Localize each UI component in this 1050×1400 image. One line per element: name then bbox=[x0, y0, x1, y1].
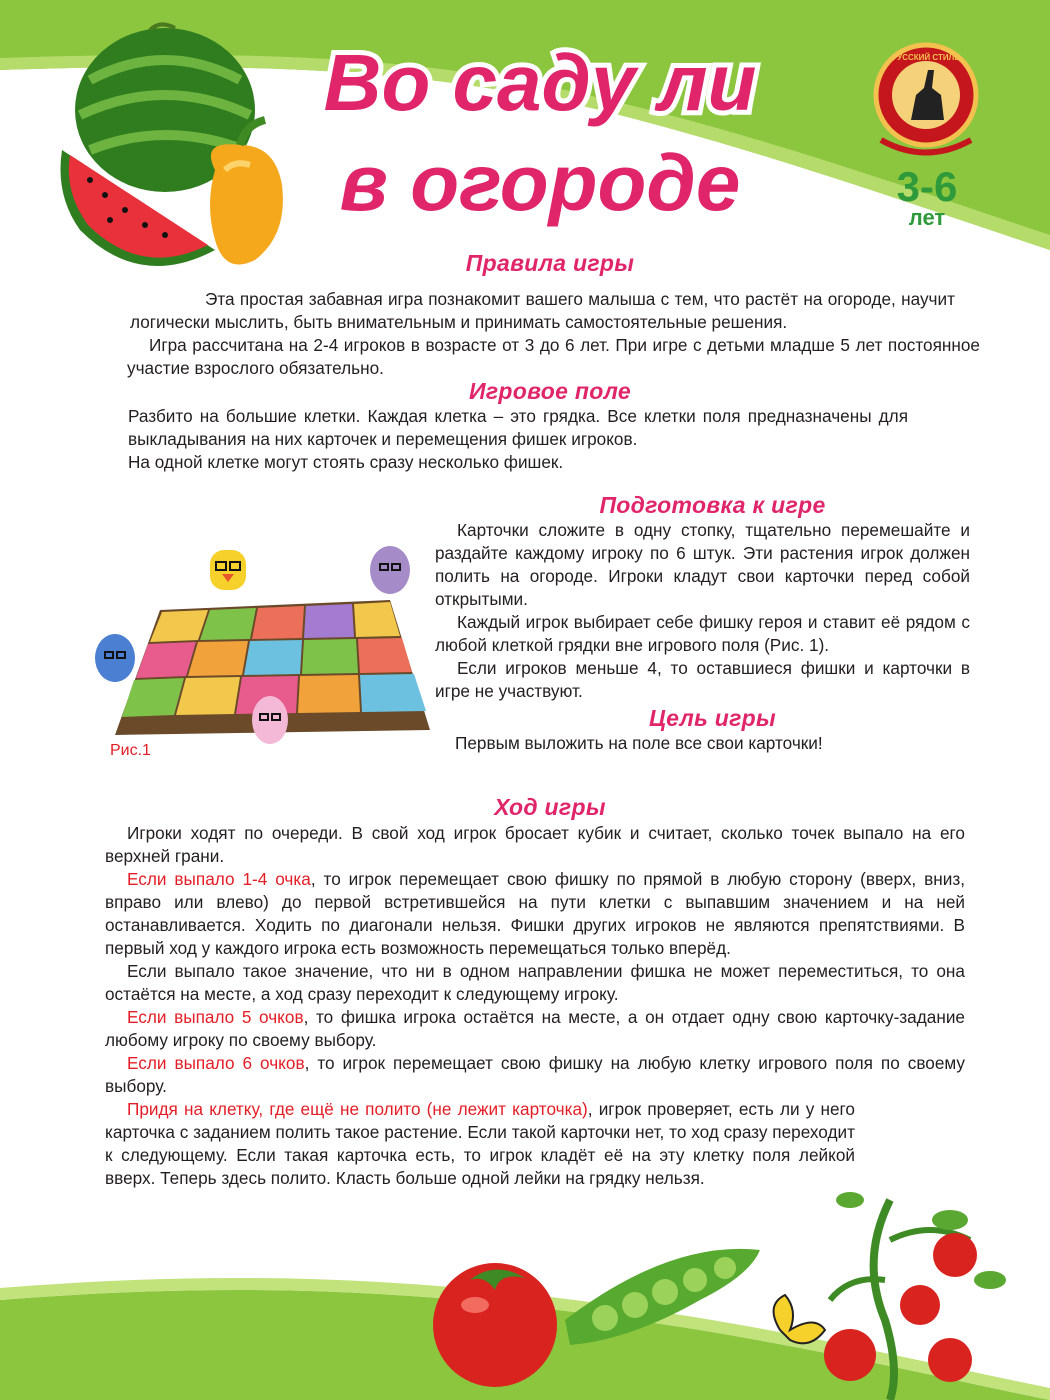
field-section bbox=[128, 405, 908, 474]
turn-heading: Ход игры bbox=[494, 794, 606, 820]
turn-highlight-watering: Придя на клетку, где ещё не полито (не лежит карточка) bbox=[127, 1099, 588, 1119]
rules-heading: Правила игры bbox=[465, 250, 635, 276]
age-badge bbox=[872, 165, 982, 231]
figure-caption: Рис.1 bbox=[110, 742, 151, 759]
turn-paragraph-1: Игроки ходят по очереди. В свой ход игрок бросает кубик и считает, сколько точек выпало на его верхней грани. bbox=[105, 823, 965, 866]
page-title bbox=[300, 18, 780, 248]
title-line-1: Во саду ли bbox=[323, 38, 757, 127]
turn-highlight-6: Если выпало 6 очков bbox=[127, 1053, 305, 1073]
turn-text-6: , то игрок перемещает свою фишку на любую клетку игрового поля по своему выбору. bbox=[105, 1053, 965, 1096]
rules-section bbox=[105, 288, 980, 380]
field-heading: Игровое поле bbox=[469, 378, 631, 404]
svg-text:РУССКИЙ СТИЛЬ: РУССКИЙ СТИЛЬ bbox=[892, 53, 960, 62]
rules-paragraph-1: Эта простая забавная игра познакомит вашего малыша с тем, что растёт на огороде, научит логически мыслить, быть внимательным и принимать самостоятельные решения. bbox=[130, 289, 955, 332]
turn-highlight-1-4: Если выпало 1-4 очка bbox=[127, 869, 311, 889]
vegetables-illustration bbox=[430, 1180, 1030, 1400]
turn-text-5: , то фишка игрока остаётся на месте, а он отдает одну свою карточку-задание любому игроку по своему выбору. bbox=[105, 1007, 965, 1050]
watermelon-pepper-illustration bbox=[50, 20, 290, 270]
goal-paragraph: Первым выложить на поле все свои карточки! bbox=[455, 733, 823, 753]
age-range: 3-6 bbox=[896, 163, 958, 210]
turn-paragraph-5 bbox=[105, 1052, 965, 1098]
rules-paragraph-2: Игра рассчитана на 2-4 игроков в возрасте от 3 до 6 лет. При игре с детьми младше 5 лет постоянное участие взрослого обязательно. bbox=[127, 335, 980, 378]
prep-paragraph-3: Если игроков меньше 4, то оставшиеся фишки и карточки в игре не участвуют. bbox=[435, 658, 970, 701]
prep-section bbox=[435, 519, 970, 703]
turn-paragraph-3: Если выпало такое значение, что ни в одном направлении фишка не может переместиться, то она остаётся на месте, а ход сразу переходит к следующему игроку. bbox=[105, 961, 965, 1004]
game-board-illustration bbox=[90, 540, 435, 755]
turn-paragraph-2 bbox=[105, 868, 965, 960]
prep-paragraph-1: Карточки сложите в одну стопку, тщательно перемешайте и раздайте каждому игроку по 6 штук. Эти растения игрок должен полить на огороде. Игроки кладут свои карточки перед собой открытыми. bbox=[435, 520, 970, 609]
field-paragraph-1: Разбито на большие клетки. Каждая клетка – это грядка. Все клетки поля предназначены для выкладывания на них карточек и перемещения фишек игроков. bbox=[128, 406, 908, 449]
turn-text-1-4: , то игрок перемещает свою фишку по прямой в любую сторону (вверх, вниз, вправо или влево) до первой встретившейся на пути клетки с выпавшим значением и на ней останавливается. Ходить по диагонали нельзя. Фишки других игроков не являются препятствиями. В первый ход у каждого игрока есть возможность перемещаться только вперёд. bbox=[105, 869, 965, 958]
brand-logo bbox=[866, 40, 986, 158]
turn-paragraph-4 bbox=[105, 1006, 965, 1052]
turn-text-watering: , игрок проверяет, есть ли у него карточка с заданием полить такое растение. Если такой карточки нет, то ход сразу переходит к следующему. Если такая карточка есть, то игрок кладёт её на эту клетку поля лейкой вверх. Теперь здесь полито. Класть больше одной лейки на грядку нельзя. bbox=[105, 1099, 855, 1188]
turn-section bbox=[105, 822, 965, 1190]
goal-heading: Цель игры bbox=[649, 705, 776, 731]
field-paragraph-2: На одной клетке могут стоять сразу несколько фишек. bbox=[128, 452, 564, 472]
prep-heading: Подготовка к игре bbox=[599, 492, 826, 518]
age-unit: лет bbox=[908, 205, 946, 230]
title-line-2: в огороде bbox=[339, 138, 741, 227]
turn-highlight-5: Если выпало 5 очков bbox=[127, 1007, 304, 1027]
turn-paragraph-6 bbox=[105, 1098, 965, 1190]
prep-paragraph-2: Каждый игрок выбирает себе фишку героя и ставит её рядом с любой клеткой грядки вне игрового поля (Рис. 1). bbox=[435, 612, 970, 655]
